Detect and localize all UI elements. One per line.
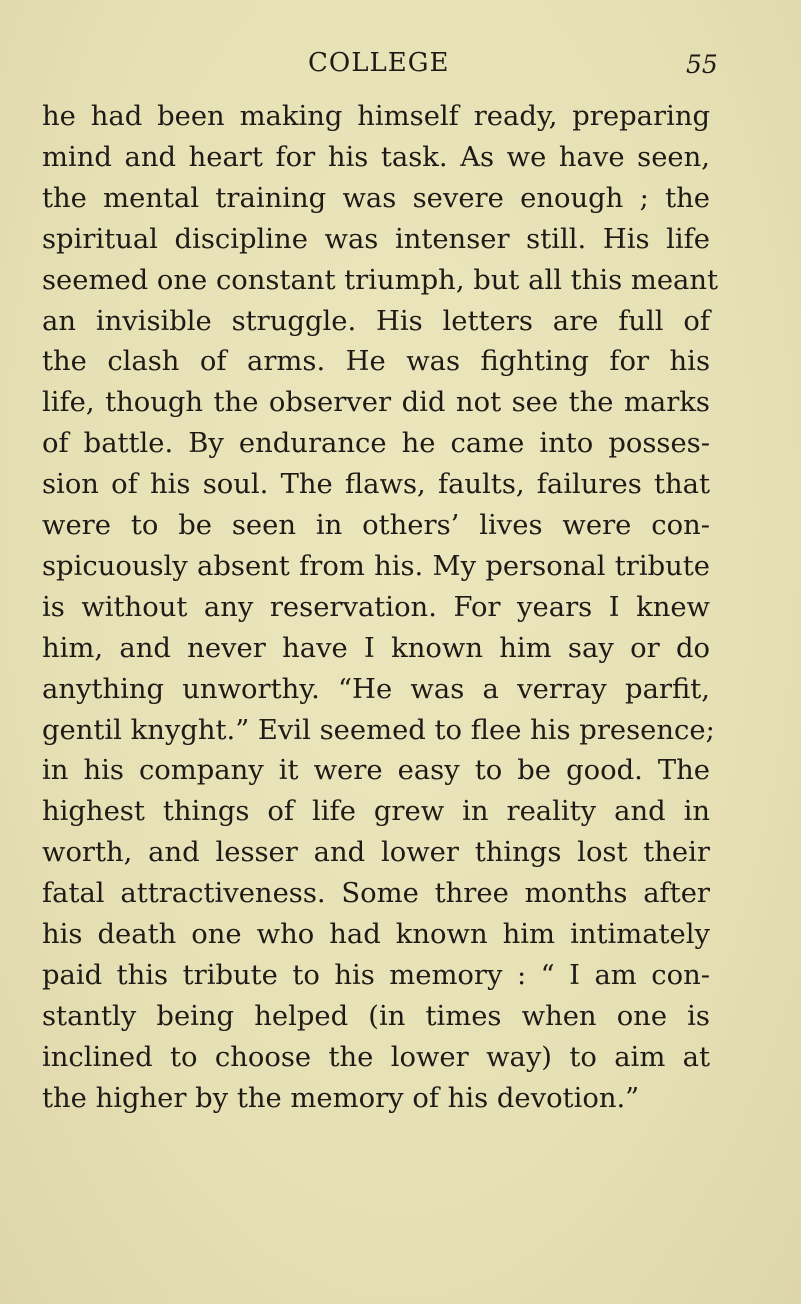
text-line: him, and never have I known him say or do <box>42 632 710 664</box>
text-line: life, though the observer did not see the marks <box>42 387 710 419</box>
text-line: worth, and lesser and lower things lost their <box>42 837 710 869</box>
text-line: in his company it were easy to be good. The <box>42 755 710 787</box>
text-line: the clash of arms. He was fighting for his <box>42 346 710 378</box>
text-line: seemed one constant triumph, but all this meant <box>42 264 719 296</box>
text-line: is without any reservation. For years I knew <box>42 591 710 623</box>
text-line: spiritual discipline was intenser still. His life <box>42 223 710 255</box>
text-line: spicuously absent from his. My personal tribute <box>42 550 710 582</box>
text-line: paid this tribute to his memory : “ I am con- <box>42 959 710 991</box>
text-line: fatal attractiveness. Some three months after <box>42 878 710 910</box>
running-head <box>0 46 801 86</box>
text-line: were to be seen in others’ lives were con- <box>42 510 710 541</box>
text-line: mind and heart for his task. As we have seen, <box>42 141 710 173</box>
text-line: anything unworthy. “He was a verray parfit, <box>42 673 710 705</box>
running-title: COLLEGE <box>308 48 450 78</box>
text-line: gentil knyght.” Evil seemed to flee his presence; <box>42 714 715 746</box>
text-line: he had been making himself ready, preparing <box>42 101 710 132</box>
page-number: 55 <box>686 50 718 79</box>
text-line: inclined to choose the lower way) to aim at <box>42 1041 710 1073</box>
text-line: the higher by the memory of his devotion.” <box>42 1082 640 1114</box>
text-line: sion of his soul. The flaws, faults, failures that <box>42 469 710 501</box>
text-line: highest things of life grew in reality and in <box>42 796 710 828</box>
text-line: of battle. By endurance he came into posses- <box>42 428 710 460</box>
text-line: an invisible struggle. His letters are full of <box>42 305 710 337</box>
text-line: the mental training was severe enough ; the <box>42 182 710 214</box>
text-line: stantly being helped (in times when one is <box>42 1000 710 1032</box>
text-line: his death one who had known him intimately <box>42 919 710 950</box>
